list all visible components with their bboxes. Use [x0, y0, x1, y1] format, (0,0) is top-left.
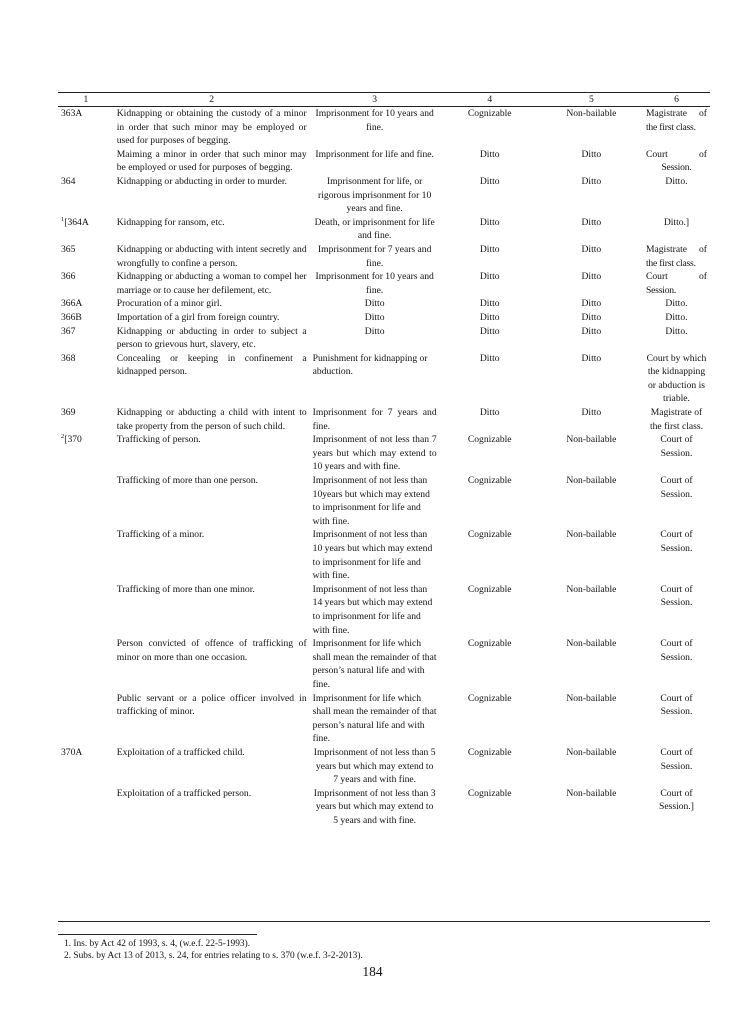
section-cell: 367 [61, 325, 76, 337]
table-row [58, 692, 710, 746]
court-line-2: the first class. [645, 121, 696, 133]
footnote-2: 2. Subs. by Act 13 of 2013, s. 24, for entries relating to s. 370 (w.e.f. 3-2-2013). [64, 951, 363, 961]
section-cell: 365 [61, 243, 76, 255]
cognizable-cell: Cognizable [467, 475, 512, 487]
offence-cell: Kidnapping or obtaining the custody of a minor in order that such minor may be employed or used for purposes of begging. [116, 108, 307, 147]
table-row [58, 325, 710, 352]
table-row [58, 175, 710, 216]
cognizable-cell: Ditto [479, 298, 500, 310]
court-cell: Court of Session. [660, 529, 693, 554]
column-header-1: 1 [83, 94, 89, 105]
section-cell: 366A [61, 298, 83, 310]
cognizable-cell: Ditto [479, 311, 500, 323]
cognizable-cell: Ditto [479, 148, 500, 160]
cognizable-cell: Ditto [479, 175, 500, 187]
cognizable-cell: Cognizable [467, 638, 512, 650]
cognizable-cell: Cognizable [467, 583, 512, 595]
table-row [58, 474, 710, 528]
bailable-cell: Non-bailable [566, 692, 617, 704]
section-cell [58, 528, 114, 582]
table-row [58, 583, 710, 637]
offence-cell: Procuration of a minor girl. [116, 298, 222, 310]
cognizable-cell: Cognizable [467, 746, 512, 758]
column-header-4: 4 [487, 94, 493, 105]
cognizable-cell: Cognizable [467, 434, 512, 446]
cognizable-cell: Cognizable [467, 529, 512, 541]
section-cell: 364 [61, 175, 76, 187]
offence-cell: Kidnapping or abducting a child with intent to take property from the person of such child. [116, 407, 307, 432]
table-row [58, 433, 710, 474]
offence-cell: Kidnapping or abducting in order to murder. [116, 175, 287, 187]
cognizable-cell: Cognizable [467, 692, 512, 704]
court-line-1: Court of [645, 148, 707, 160]
column-header-3: 3 [372, 94, 378, 105]
court-cell: Court of Session. [660, 475, 693, 500]
bailable-cell: Ditto [581, 243, 602, 255]
punishment-cell: Imprisonment for life, or rigorous imprisonment for 10 years and fine. [318, 175, 432, 215]
offences-schedule-table [58, 92, 710, 827]
footnote-separator [58, 934, 257, 935]
punishment-cell: Punishment for kidnapping or abduction. [312, 352, 428, 378]
offence-cell: Kidnapping or abducting in order to subject a person to grievous hurt, slavery, etc. [116, 325, 307, 351]
table-row [58, 297, 710, 311]
section-cell: 369 [61, 407, 76, 419]
court-cell: Court of Session. [660, 746, 693, 772]
section-number: [364A [64, 216, 89, 228]
section-cell: 366B [61, 311, 82, 323]
bailable-cell: Non-bailable [566, 638, 617, 650]
offence-cell: Trafficking of more than one person. [116, 475, 258, 487]
table-row [58, 746, 710, 787]
footnote-1: 1. Ins. by Act 42 of 1993, s. 4, (w.e.f. 22-5-1993). [64, 939, 251, 949]
court-cell: Court of Session. [660, 692, 693, 718]
court-cell [643, 148, 710, 175]
table-row [58, 406, 710, 433]
punishment-cell: Imprisonment for 7 years and fine. [312, 407, 437, 432]
cognizable-cell: Ditto [479, 407, 500, 419]
table-row [58, 216, 710, 243]
court-line-2: Session. [661, 162, 692, 174]
cognizable-cell: Ditto [479, 352, 500, 364]
footnote-marker: 1 [61, 215, 65, 223]
table-row [58, 148, 710, 175]
court-line-2: Session. [645, 284, 677, 296]
table-row [58, 787, 710, 828]
offence-cell: Public servant or a police officer involved in trafficking of minor. [116, 692, 307, 718]
bailable-cell: Non-bailable [566, 787, 617, 799]
offence-cell: Kidnapping or abducting with intent secretly and wrongfully to confine a person. [116, 243, 307, 269]
page-number: 184 [362, 964, 383, 979]
punishment-cell: Imprisonment for 10 years and fine. [315, 108, 434, 133]
section-cell: 370A [61, 746, 83, 758]
section-cell [58, 787, 114, 828]
bailable-cell: Non-bailable [566, 434, 617, 446]
column-header-5: 5 [588, 94, 594, 105]
punishment-cell: Imprisonment of not less than 10years but which may extend to imprisonment for life and with fine. [312, 475, 430, 527]
punishment-cell: Imprisonment for life which shall mean the remainder of that person’s natural life and with fine. [312, 692, 437, 745]
cognizable-cell: Cognizable [467, 787, 512, 799]
bailable-cell: Ditto [581, 352, 602, 364]
court-cell [643, 107, 710, 148]
court-cell: Court of Session. [660, 583, 693, 609]
bailable-cell: Ditto [581, 407, 602, 419]
punishment-cell: Imprisonment of not less than 5 years but which may extend to 7 years and with fine. [313, 746, 436, 786]
section-cell [58, 433, 114, 474]
column-header-6: 6 [674, 94, 679, 105]
table-row [58, 528, 710, 582]
offence-cell: Maiming a minor in order that such minor may be employed or used for purposes of begging. [116, 148, 307, 174]
punishment-cell: Imprisonment for 7 years and fine. [317, 243, 432, 269]
offence-cell: Trafficking of a minor. [116, 529, 205, 541]
punishment-cell: Imprisonment of not less than 3 years but which may extend to 5 years and with fine. [313, 787, 436, 826]
bailable-cell: Non-bailable [566, 475, 617, 487]
offence-cell: Exploitation of a trafficked person. [116, 787, 252, 799]
bailable-cell: Non-bailable [566, 583, 617, 595]
punishment-cell: Imprisonment of not less than 7 years but which may extend to 10 years and with fine. [312, 434, 437, 473]
bailable-cell: Non-bailable [566, 746, 617, 758]
section-cell [58, 216, 114, 243]
cognizable-cell: Ditto [479, 216, 500, 228]
punishment-cell: Ditto [364, 298, 385, 310]
section-cell [58, 474, 114, 528]
punishment-cell: Ditto [364, 325, 385, 337]
bailable-cell: Ditto [581, 148, 602, 160]
bailable-cell: Non-bailable [566, 529, 617, 541]
punishment-cell: Imprisonment of not less than 10 years but which may extend to imprisonment for life and with fine. [312, 529, 433, 582]
court-line-1: Magistrate of [645, 108, 707, 119]
table-row [58, 243, 710, 270]
table-bottom-rule [58, 921, 710, 922]
court-line-2: the first class. [645, 257, 696, 269]
offence-cell: Trafficking of person. [116, 434, 201, 446]
offence-cell: Importation of a girl from foreign country. [116, 311, 280, 323]
offence-cell: Kidnapping or abducting a woman to compel her marriage or to cause her defilement, etc. [116, 271, 307, 296]
court-line-1: Magistrate of [645, 243, 707, 255]
court-cell: Court of Session.] [659, 787, 694, 813]
court-cell [643, 270, 710, 297]
bailable-cell: Ditto [581, 325, 602, 337]
offence-cell: Concealing or keeping in confinement a kidnapped person. [116, 352, 307, 378]
table-row [58, 107, 710, 148]
cognizable-cell: Ditto [479, 271, 500, 283]
court-cell: Ditto.] [663, 216, 690, 228]
bailable-cell: Ditto [581, 271, 602, 283]
court-cell: Court of Session. [660, 434, 693, 459]
table-header-row [58, 93, 710, 107]
punishment-cell: Imprisonment for life and fine. [315, 148, 434, 160]
punishment-cell: Death, or imprisonment for life and fine. [314, 216, 435, 242]
table-row [58, 270, 710, 297]
cognizable-cell: Ditto [479, 243, 500, 255]
section-cell [58, 148, 114, 175]
court-cell: Court of Session. [660, 638, 693, 663]
punishment-cell: Imprisonment for life which shall mean the remainder of that person’s natural life and with fine. [312, 638, 437, 690]
bailable-cell: Ditto [581, 311, 602, 323]
section-cell: 363A [61, 108, 83, 119]
court-cell: Ditto. [665, 298, 688, 310]
court-line-1: Court of [645, 271, 707, 283]
section-cell [58, 692, 114, 746]
cognizable-cell: Ditto [479, 325, 500, 337]
section-cell: 366 [61, 271, 76, 283]
punishment-cell: Ditto [364, 311, 385, 323]
court-cell: Ditto. [665, 325, 688, 337]
offence-cell: Person convicted of offence of trafficking of minor on more than one occasion. [116, 638, 307, 663]
bailable-cell: Ditto [581, 298, 602, 310]
cognizable-cell: Cognizable [467, 108, 512, 119]
section-cell: 368 [61, 352, 76, 364]
table-row [58, 637, 710, 691]
court-cell: Ditto. [665, 311, 688, 323]
court-cell: Ditto. [665, 175, 688, 187]
bailable-cell: Ditto [581, 216, 602, 228]
court-cell [643, 243, 710, 270]
bailable-cell: Ditto [581, 175, 602, 187]
offence-cell: Exploitation of a trafficked child. [116, 746, 245, 758]
section-cell [58, 637, 114, 691]
court-cell: Court by which the kidnapping or abduction is triable. [646, 352, 707, 405]
footnotes [64, 938, 363, 962]
punishment-cell: Imprisonment of not less than 14 years but which may extend to imprisonment for life and with fine. [312, 583, 433, 636]
table-row [58, 352, 710, 406]
punishment-cell: Imprisonment for 10 years and fine. [315, 271, 434, 296]
section-number: [370 [64, 434, 82, 446]
table-row [58, 311, 710, 325]
section-cell [58, 583, 114, 637]
offence-cell: Trafficking of more than one minor. [116, 583, 255, 595]
footnote-marker: 2 [61, 433, 65, 441]
column-header-2: 2 [209, 94, 215, 105]
court-cell: Magistrate of the first class. [649, 407, 703, 432]
bailable-cell: Non-bailable [566, 108, 617, 119]
offence-cell: Kidnapping for ransom, etc. [116, 216, 225, 228]
